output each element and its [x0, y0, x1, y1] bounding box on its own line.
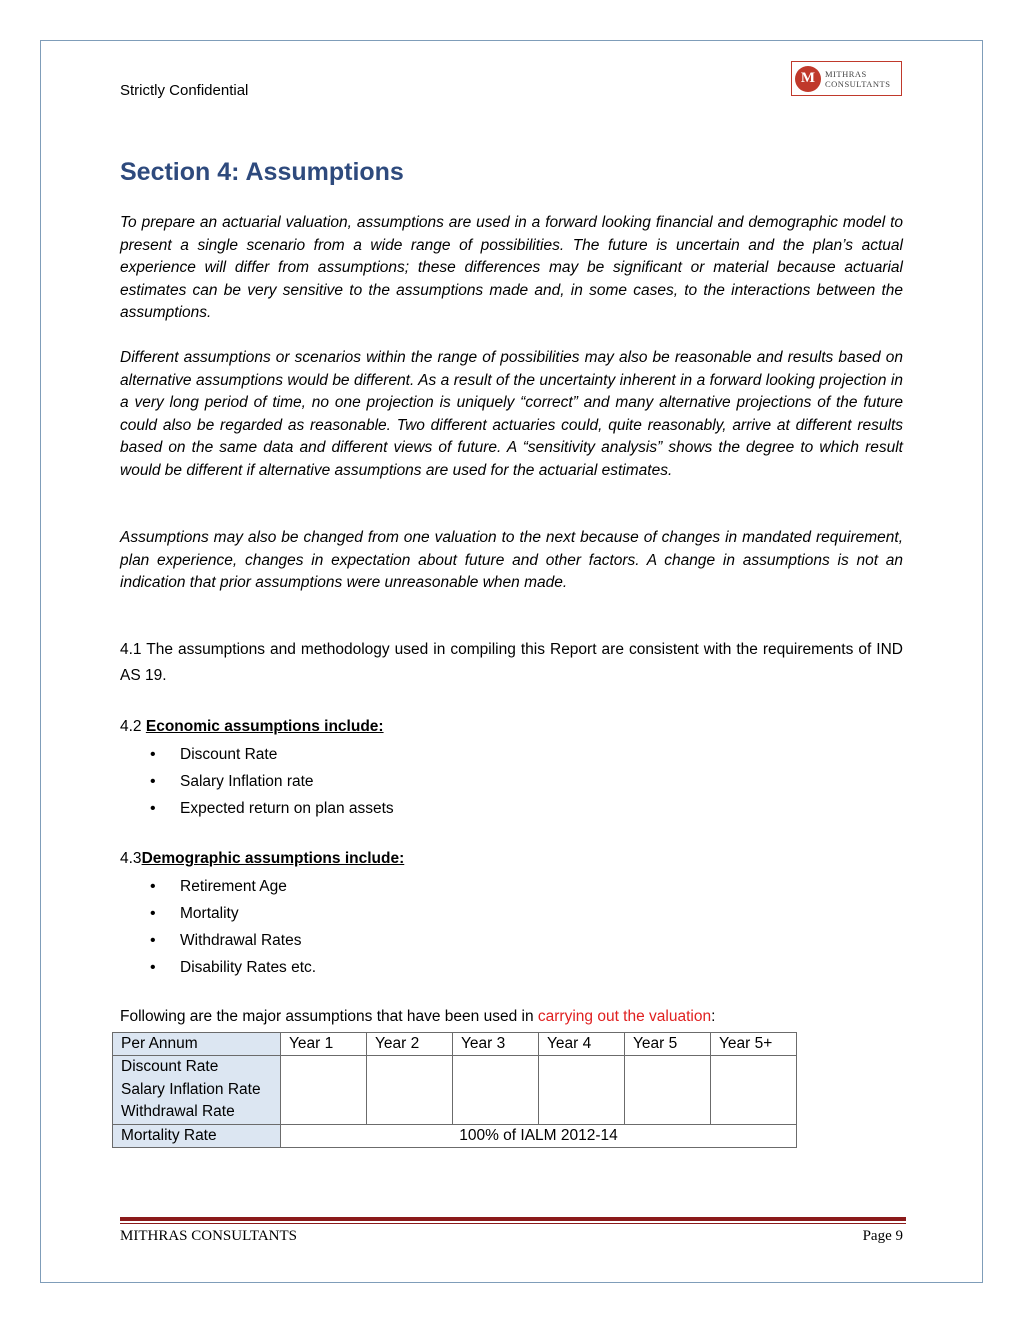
logo-text — [825, 69, 890, 89]
table-cell — [539, 1056, 625, 1125]
table-row — [113, 1056, 797, 1125]
table-intro-suffix: : — [711, 1008, 716, 1025]
list-item: • Discount Rate — [150, 741, 394, 768]
list-item: • Mortality — [150, 900, 316, 927]
row-label: Discount Rate — [121, 1058, 219, 1075]
header-cell: Year 5+ — [711, 1033, 797, 1056]
clause-4-3-number: 4.3 — [120, 850, 142, 867]
header-cell: Year 4 — [539, 1033, 625, 1056]
logo-mark-icon: M — [795, 66, 821, 92]
assumptions-table — [112, 1032, 797, 1148]
table-intro-highlight: carrying out the valuation — [537, 1008, 712, 1025]
list-item: • Disability Rates etc. — [150, 954, 316, 981]
paragraph-1: To prepare an actuarial valuation, assumptions are used in a forward looking financial and demographic model to present a single scenario from a wide range of possibilities. The future is uncertain and the plan’s actual experience will differ from assumptions; these differences may be significant or material because actuarial estimates can be very sensitive to the assumptions made and, in some cases, to the interactions between the assumptions. — [120, 214, 903, 321]
clause-4-1: 4.1 The assumptions and methodology used in compiling this Report are consistent with the requirements of IND AS 19. — [120, 641, 903, 684]
table-intro-prefix: Following are the major assumptions that have been used in — [120, 1008, 538, 1025]
page-number: Page 9 — [862, 1228, 903, 1244]
table-cell — [453, 1056, 539, 1125]
clause-4-3-title: Demographic assumptions include: — [141, 850, 405, 867]
footer-company: MITHRAS CONSULTANTS — [120, 1228, 298, 1244]
table-cell — [281, 1056, 367, 1125]
row-label: Mortality Rate — [113, 1125, 281, 1148]
confidential-label: Strictly Confidential — [120, 82, 249, 99]
table-cell — [711, 1056, 797, 1125]
economic-assumptions-list — [150, 741, 394, 822]
table-cell — [367, 1056, 453, 1125]
header-cell: Per Annum — [113, 1033, 281, 1056]
list-item: • Salary Inflation rate — [150, 768, 394, 795]
clause-4-3-heading — [120, 850, 404, 868]
section-title: Section 4: Assumptions — [120, 158, 404, 186]
row-label-cell — [113, 1056, 281, 1125]
clause-4-2-title: Economic assumptions include: — [145, 718, 384, 735]
logo-line2: CONSULTANTS — [825, 78, 891, 89]
paragraph-2: Different assumptions or scenarios within the range of possibilities may also be reasonable and results based on alternative assumptions would be different. As a result of the uncertainty inherent in a forward looking projection in a very long period of time, no one projection is uniquely “correct” and many alternative projections of the future could also be regarded as reasonable. Two different actuaries could, quite reasonably, arrive at different results based on the same data and different views of future. A “sensitivity analysis” shows the degree to which result would be different if alternative assumptions are used for the actuarial estimates. — [120, 349, 903, 479]
list-item: • Withdrawal Rates — [150, 927, 316, 954]
table-intro — [120, 1008, 715, 1026]
header-cell: Year 3 — [453, 1033, 539, 1056]
table-cell — [625, 1056, 711, 1125]
footer-rule-thin — [120, 1223, 906, 1224]
footer-rule — [120, 1217, 906, 1221]
list-item: • Expected return on plan assets — [150, 795, 394, 822]
header-cell: Year 2 — [367, 1033, 453, 1056]
header-cell: Year 1 — [281, 1033, 367, 1056]
clause-4-2-heading — [120, 718, 384, 736]
clause-4-2-number: 4.2 — [120, 718, 146, 735]
table-row — [113, 1125, 797, 1148]
company-logo — [791, 61, 902, 96]
paragraph-3: Assumptions may also be changed from one valuation to the next because of changes in mandated requirement, plan experience, changes in expectation about future and other factors. A change in assumptions is not an indication that prior assumptions were unreasonable when made. — [120, 529, 903, 591]
header-cell: Year 5 — [625, 1033, 711, 1056]
demographic-assumptions-list — [150, 873, 316, 981]
table-header-row — [113, 1033, 797, 1056]
row-label: Withdrawal Rate — [121, 1103, 235, 1120]
row-label: Salary Inflation Rate — [121, 1080, 261, 1098]
list-item: • Retirement Age — [150, 873, 316, 900]
logo-line1: MITHRAS — [825, 68, 867, 79]
mortality-value: 100% of IALM 2012-14 — [281, 1125, 797, 1148]
